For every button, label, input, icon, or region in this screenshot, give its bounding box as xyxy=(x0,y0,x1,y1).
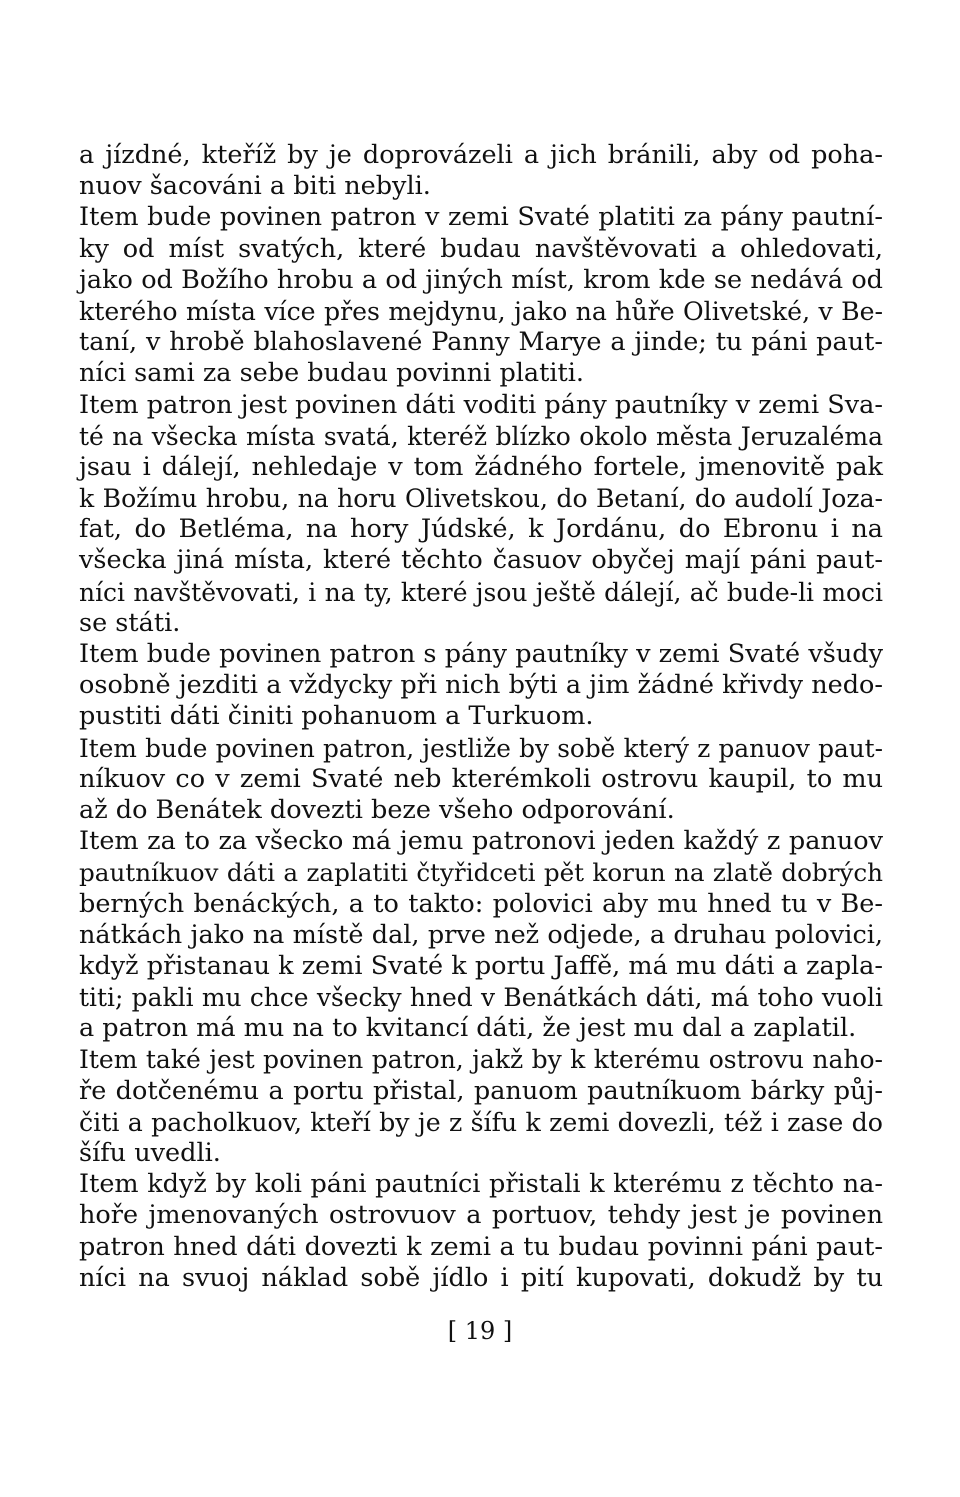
text-line: když přistanau k zemi Svaté k portu Jaffě, má mu dáti a zapla- xyxy=(79,950,883,981)
page-number: [ 19 ] xyxy=(447,1317,513,1345)
body-text xyxy=(79,140,883,1294)
text-line: Item za to za všecko má jemu patronovi jeden každý z panuov xyxy=(79,826,883,857)
text-line: se státi. xyxy=(79,607,181,638)
text-line: k Božímu hrobu, na horu Olivetskou, do Betaní, do audolí Joza- xyxy=(79,484,883,514)
text-line: šífu uvedli. xyxy=(79,1138,221,1168)
text-line: nátkách jako na místě dal, prve než odjede, a druhau polovici, xyxy=(79,919,883,950)
text-line: níci navštěvovati, i na ty, které jsou ještě dálejí, ač bude-li moci xyxy=(79,577,883,607)
text-line: Item bude povinen patron s pány pautníky v zemi Svaté všudy xyxy=(79,639,883,669)
text-line: níci na svuoj náklad sobě jídlo i pití kupovati, dokudž by tu xyxy=(79,1262,883,1293)
text-line: kterého místa více přes mejdynu, jako na hůře Olivetské, v Be- xyxy=(79,296,883,326)
text-line: hoře jmenovaných ostrovuov a portuov, tehdy jest je povinen xyxy=(79,1200,883,1231)
text-line: Item také jest povinen patron, jakž by k kterému ostrovu naho- xyxy=(79,1045,883,1075)
text-line: titi; pakli mu chce všecky hned v Benátkách dáti, má toho vuoli xyxy=(79,983,883,1013)
text-line: a patron má mu na to kvitancí dáti, že jest mu dal a zaplatil. xyxy=(79,1013,857,1044)
text-line: Item když by koli páni pautníci přistali k kterému z těchto na- xyxy=(79,1169,883,1200)
text-line: té na všecka místa svatá, kteréž blízko okolo města Jeruzaléma xyxy=(79,421,883,451)
text-line: Item patron jest povinen dáti voditi pány pautníky v zemi Sva- xyxy=(79,389,883,420)
text-line: čiti a pacholkuov, kteří by je z šífu k zemi dovezli, též i zase do xyxy=(79,1107,883,1137)
text-line: patron hned dáti dovezti k zemi a tu budau povinni páni paut- xyxy=(79,1231,883,1262)
text-line: až do Benátek dovezti beze všeho odporování. xyxy=(79,794,675,825)
text-line: jsau i dálejí, nehledaje v tom žádného fortele, jmenovitě pak xyxy=(79,451,883,482)
text-line: nuov šacováni a biti nebyli. xyxy=(79,171,431,202)
text-line: osobně jezditi a vždycky při nich býti a jim žádné křivdy nedo- xyxy=(79,670,883,701)
text-line: jako od Božího hrobu a od jiných míst, krom kde se nedává od xyxy=(79,264,883,295)
text-line: Item bude povinen patron v zemi Svaté platiti za pány pautní- xyxy=(79,202,883,233)
text-line: berných benáckých, a to takto: polovici aby mu hned tu v Be- xyxy=(79,888,883,919)
text-line: taní, v hrobě blahoslavené Panny Marye a jinde; tu páni paut- xyxy=(79,327,883,358)
text-line: všecka jiná místa, které těchto časuov obyčej mají páni paut- xyxy=(79,545,883,576)
text-line: a jízdné, kteříž by je doprovázeli a jich bránili, aby od poha- xyxy=(79,140,883,170)
text-line: níci sami za sebe budau povinni platiti. xyxy=(79,358,585,389)
text-line: ky od míst svatých, které budau navštěvovati a ohledovati, xyxy=(79,233,883,264)
text-line: fat, do Betléma, na hory Júdské, k Jordánu, do Ebronu i na xyxy=(79,514,883,545)
text-line: pustiti dáti činiti pohanuom a Turkuom. xyxy=(79,701,594,732)
text-line: pautníkuov dáti a zaplatiti čtyřidceti pět korun na zlatě dobrých xyxy=(79,858,883,888)
text-line: Item bude povinen patron, jestliže by sobě který z panuov paut- xyxy=(79,733,883,763)
text-line: ře dotčenému a portu přistal, panuom pautníkuom bárky půj- xyxy=(79,1075,883,1106)
text-line: níkuov co v zemi Svaté neb kterémkoli ostrovu kaupil, to mu xyxy=(79,763,883,794)
